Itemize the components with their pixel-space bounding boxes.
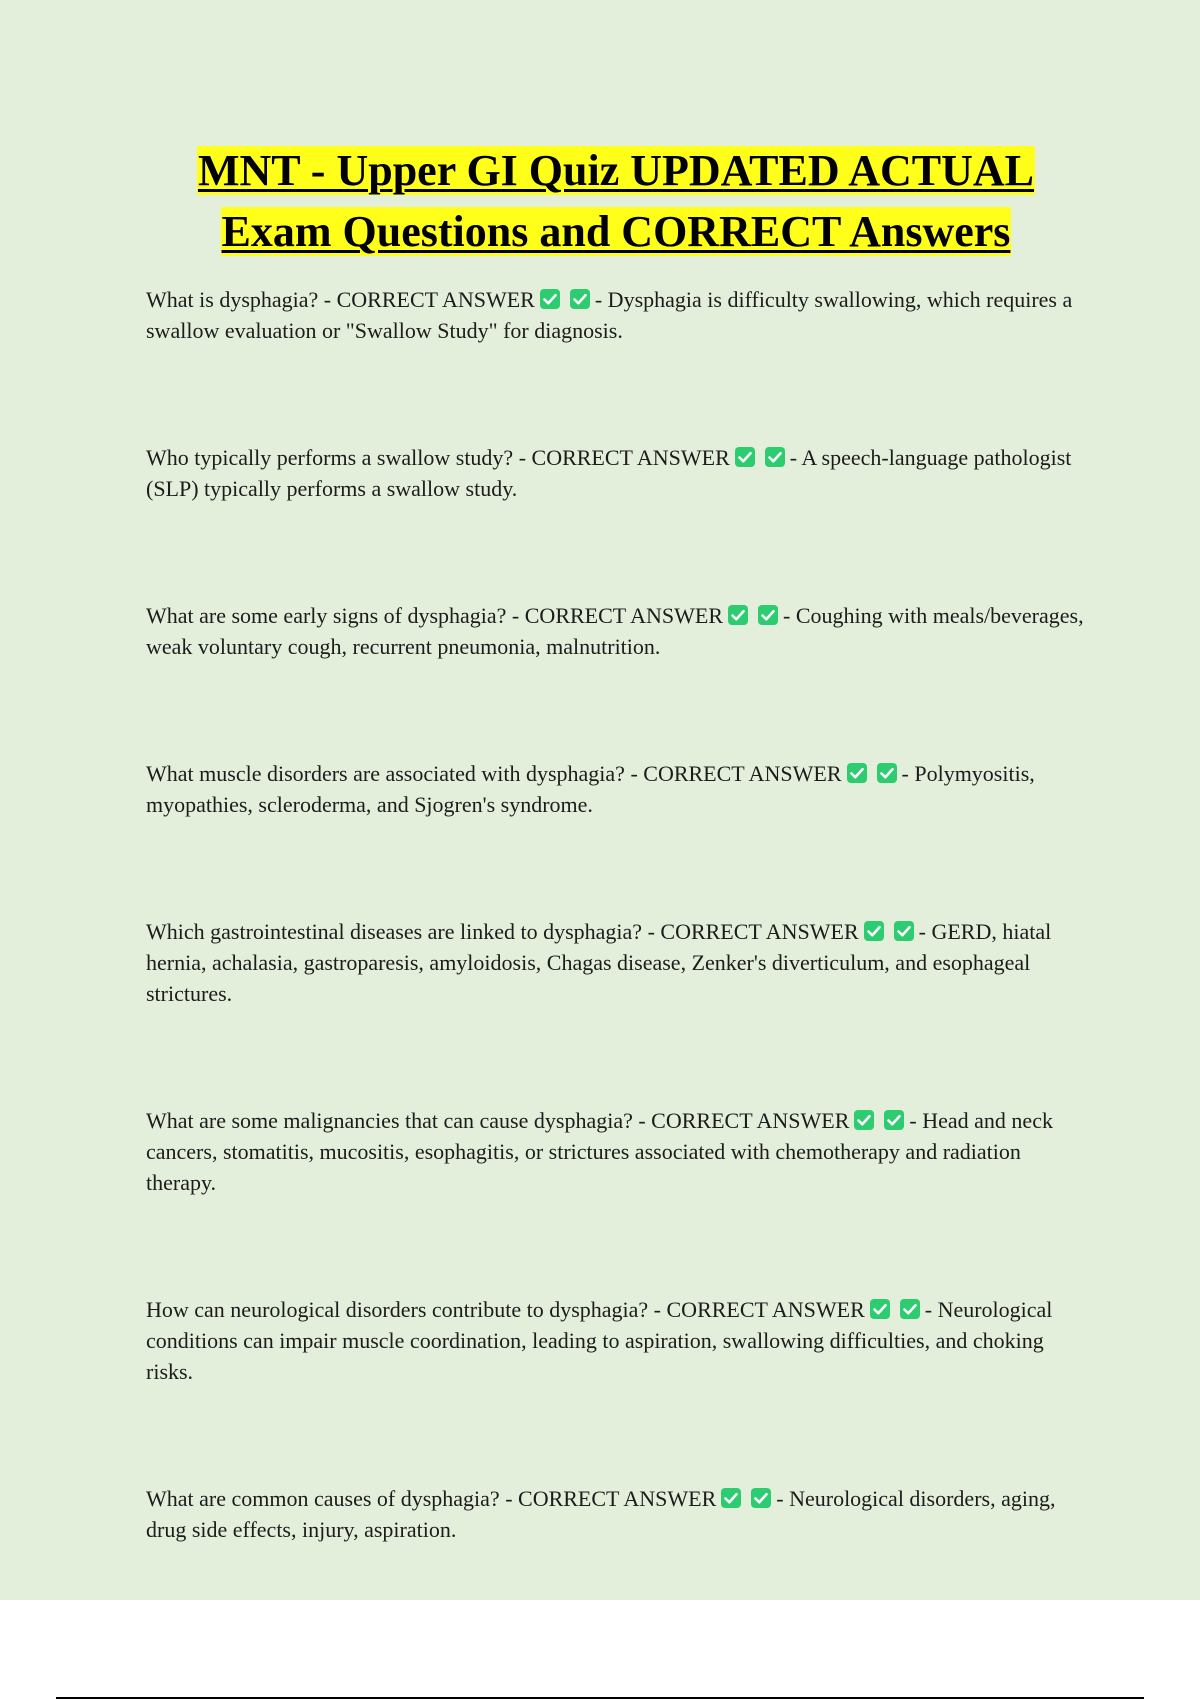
check-mark-icon bbox=[853, 1109, 875, 1131]
qa-item bbox=[146, 442, 1086, 504]
check-mark-icon bbox=[757, 604, 779, 626]
question-text: What are common causes of dysphagia? - CORRECT ANSWER bbox=[146, 1486, 717, 1511]
question-text: How can neurological disorders contribute to dysphagia? - CORRECT ANSWER bbox=[146, 1297, 865, 1322]
answer-text: - A speech-language pathologist (SLP) typically performs a swallow study. bbox=[146, 445, 1072, 501]
question-text: What muscle disorders are associated with dysphagia? - CORRECT ANSWER bbox=[146, 761, 842, 786]
question-text: What are some malignancies that can cause dysphagia? - CORRECT ANSWER bbox=[146, 1108, 850, 1133]
check-mark-icon bbox=[727, 604, 749, 626]
question-text: What is dysphagia? - CORRECT ANSWER bbox=[146, 287, 535, 312]
check-mark-icon bbox=[569, 288, 591, 310]
question-text: Which gastrointestinal diseases are linked to dysphagia? - CORRECT ANSWER bbox=[146, 919, 859, 944]
answer-text: - Neurological disorders, aging, drug side effects, injury, aspiration. bbox=[146, 1486, 1056, 1542]
check-mark-icon bbox=[750, 1487, 772, 1509]
answer-text: - Dysphagia is difficulty swallowing, which requires a swallow evaluation or "Swallow Study" for diagnosis. bbox=[146, 287, 1073, 343]
answer-text: - Neurological conditions can impair muscle coordination, leading to aspiration, swallowing difficulties, and choking risks. bbox=[146, 1297, 1053, 1384]
question-text: Who typically performs a swallow study? - CORRECT ANSWER bbox=[146, 445, 730, 470]
document-title bbox=[146, 140, 1086, 262]
check-mark-icon bbox=[764, 446, 786, 468]
qa-item bbox=[146, 600, 1086, 662]
answer-text: - GERD, hiatal hernia, achalasia, gastroparesis, amyloidosis, Chagas disease, Zenker's diverticulum, and esophageal strictures. bbox=[146, 919, 1052, 1006]
check-mark-icon bbox=[883, 1109, 905, 1131]
check-mark-icon bbox=[720, 1487, 742, 1509]
qa-item bbox=[146, 1483, 1086, 1545]
check-mark-icon bbox=[734, 446, 756, 468]
qa-item bbox=[146, 1105, 1086, 1198]
check-mark-icon bbox=[893, 920, 915, 942]
answer-text: - Polymyositis, myopathies, scleroderma, and Sjogren's syndrome. bbox=[146, 761, 1035, 817]
title-line-1: MNT - Upper GI Quiz UPDATED ACTUAL bbox=[197, 146, 1035, 195]
check-mark-icon bbox=[899, 1298, 921, 1320]
check-mark-icon bbox=[876, 762, 898, 784]
answer-text: - Coughing with meals/beverages, weak voluntary cough, recurrent pneumonia, malnutrition. bbox=[146, 603, 1084, 659]
title-line-2: Exam Questions and CORRECT Answers bbox=[221, 207, 1011, 256]
check-mark-icon bbox=[863, 920, 885, 942]
qa-item bbox=[146, 758, 1086, 820]
answer-text: - Head and neck cancers, stomatitis, mucositis, esophagitis, or strictures associated with chemotherapy and radiation therapy. bbox=[146, 1108, 1053, 1195]
qa-item bbox=[146, 916, 1086, 1009]
page-divider bbox=[56, 1697, 1144, 1699]
qa-item bbox=[146, 1294, 1086, 1387]
qa-item bbox=[146, 284, 1086, 346]
check-mark-icon bbox=[869, 1298, 891, 1320]
question-text: What are some early signs of dysphagia? - CORRECT ANSWER bbox=[146, 603, 723, 628]
document-content bbox=[146, 140, 1086, 1545]
check-mark-icon bbox=[539, 288, 561, 310]
check-mark-icon bbox=[846, 762, 868, 784]
